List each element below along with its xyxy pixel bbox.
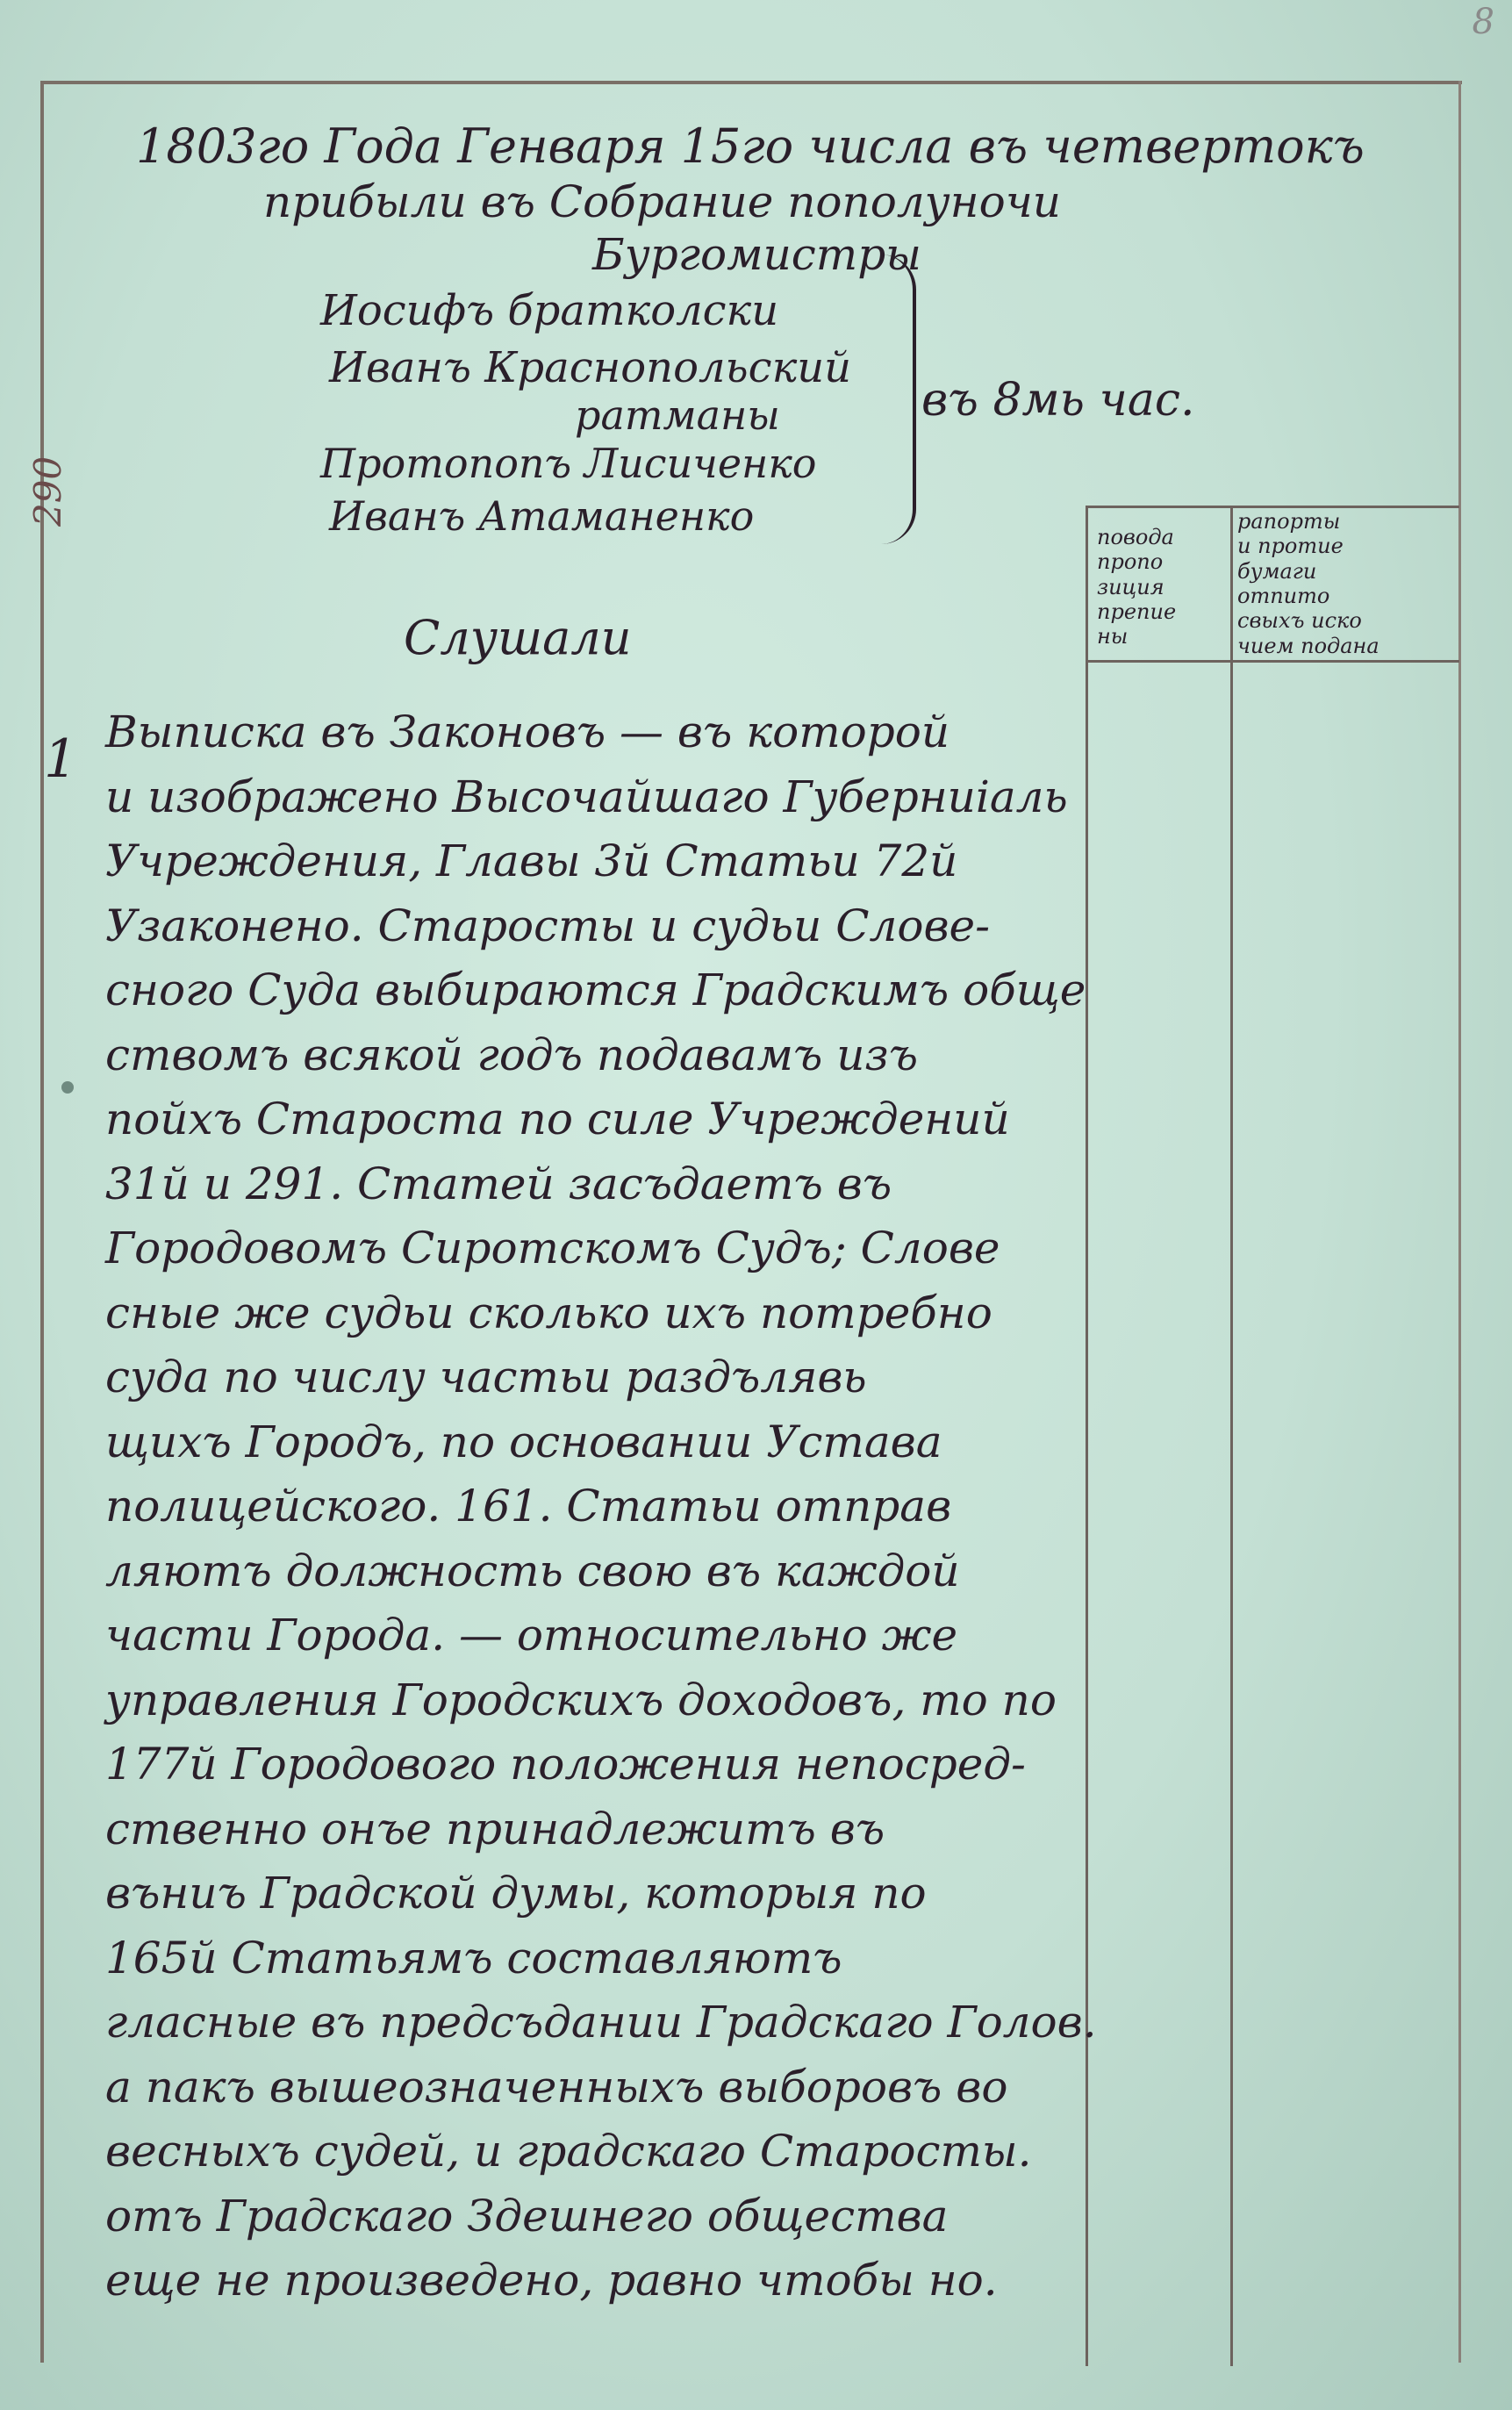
body-line: Узаконено. Старосты и судьи Слове- xyxy=(105,900,991,951)
body-line: 31й и 291. Статей засъдаетъ въ xyxy=(105,1158,892,1209)
body-line: въниъ Градской думы, которыя по xyxy=(105,1868,927,1919)
margin-note: 290 xyxy=(26,455,69,527)
column-header-top-line xyxy=(1086,506,1459,508)
body-line: ственно онъе принадлежитъ въ xyxy=(105,1803,885,1854)
body-line: Городовомъ Сиротскомъ Судъ; Слове xyxy=(105,1223,1000,1273)
body-line: отъ Градскаго Здешнего общества xyxy=(105,2190,949,2241)
margin-line-left xyxy=(40,81,44,2363)
column-header-bottom-line xyxy=(1086,660,1459,663)
header-line-1: 1803го Года Генваря 15го числа въ четвертокъ xyxy=(136,118,1365,174)
body-line: Учреждения, Главы 3й Статьи 72й xyxy=(105,836,958,886)
margin-line-right xyxy=(1458,81,1461,2363)
body-line: еще не произведено, равно чтобы но. xyxy=(105,2255,998,2306)
member-3: ратманы xyxy=(575,391,780,439)
body-line: сного Суда выбираются Градскимъ обще xyxy=(105,965,1086,1015)
body-line: сные же судьи сколько ихъ потребно xyxy=(105,1287,992,1338)
header-line-2: прибыли въ Собрание пополуночи xyxy=(263,176,1062,227)
binding-hole xyxy=(61,1081,74,1094)
member-4: Протопопъ Лисиченко xyxy=(320,440,817,487)
body-line: гласные въ предсъдании Градскаго Голов. xyxy=(105,1997,1097,2048)
column-line-1 xyxy=(1086,506,1088,2366)
body-line: управления Городскихъ доходовъ, то по xyxy=(105,1674,1057,1725)
member-5: Иванъ Атаманенко xyxy=(329,492,755,540)
member-1: Иосифъ братколски xyxy=(320,286,779,335)
column-header-2: рапорты и протие бумаги отпито свыхъ иско чием подана xyxy=(1237,509,1379,658)
body-line: а пакъ вышеозначенныхъ выборовъ во xyxy=(105,2061,1008,2112)
page-number: 8 xyxy=(1472,2,1494,42)
body-line: ствомъ всякой годъ подавамъ изъ xyxy=(105,1029,919,1080)
body-line: щихъ Городъ, по основании Устава xyxy=(105,1416,942,1467)
margin-line-top xyxy=(40,81,1462,84)
column-header-1: повода пропо зиция препие ны xyxy=(1097,525,1177,649)
section-heading: Слушали xyxy=(404,610,632,665)
bracket xyxy=(878,255,916,544)
body-line: суда по числу частьи раздълявь xyxy=(105,1352,867,1402)
body-line: 165й Статьямъ составляютъ xyxy=(105,1932,842,1983)
body-line: ляютъ должность свою въ каждой xyxy=(105,1545,960,1596)
body-line: части Города. — относительно же xyxy=(105,1610,958,1660)
body-line: 177й Городового положения непосред- xyxy=(105,1739,1026,1790)
time-note: въ 8мь час. xyxy=(921,374,1195,427)
body-line: весныхъ судей, и градскаго Старосты. xyxy=(105,2126,1032,2177)
body-line: полицейского. 161. Статьи отправ xyxy=(105,1481,952,1531)
column-line-2 xyxy=(1230,506,1233,2366)
body-line: Выписка въ Законовъ — въ которой xyxy=(105,707,950,757)
body-line: и изображено Высочайшаго Губерниiаль xyxy=(105,771,1068,822)
header-line-3: Бургомистры xyxy=(592,229,921,280)
body-line: пойхъ Староста по силе Учреждений xyxy=(105,1094,1010,1144)
member-2: Иванъ Краснопольский xyxy=(329,343,852,392)
item-number: 1 xyxy=(44,728,78,790)
